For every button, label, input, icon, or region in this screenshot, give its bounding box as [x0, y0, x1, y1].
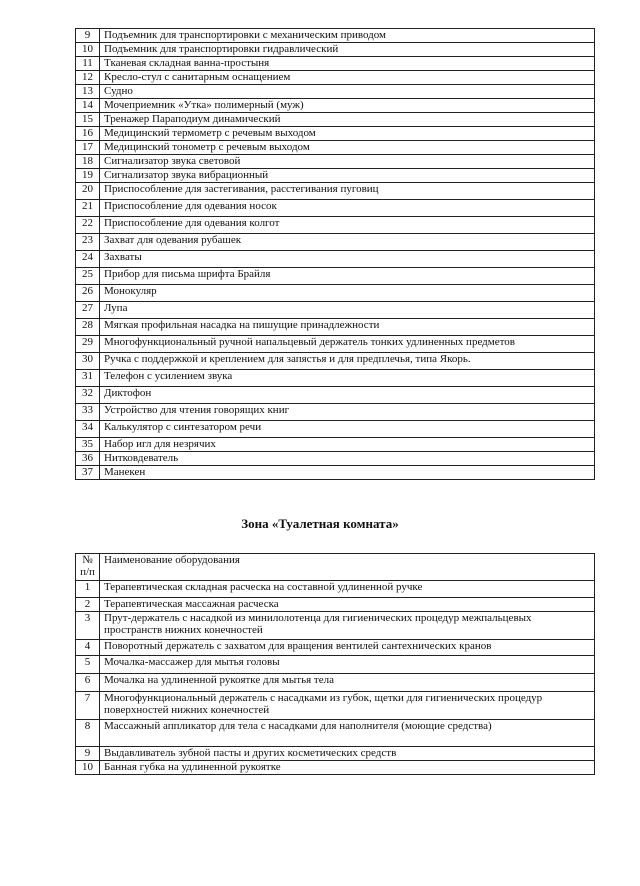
row-number: 19 [76, 169, 100, 183]
equipment-name: Устройство для чтения говорящих книг [100, 404, 595, 421]
table-row [76, 85, 595, 99]
equipment-name: Захват для одевания рубашек [100, 234, 595, 251]
row-number: 14 [76, 99, 100, 113]
table-row [76, 99, 595, 113]
row-number: 34 [76, 421, 100, 438]
table-row [76, 421, 595, 438]
row-number: 29 [76, 336, 100, 353]
equipment-name: Многофункциональный держатель с насадками из губок, щетки для гигиенических процедур поверхностей нижних конечностей [100, 692, 595, 720]
row-number: 5 [76, 656, 100, 674]
equipment-name: Прут-держатель с насадкой из минилолотенца для гигиенических процедур межпальцевых пространств нижних конечностей [100, 612, 595, 640]
table-row [76, 452, 595, 466]
table-row [76, 692, 595, 720]
equipment-name: Манекен [100, 466, 595, 480]
row-number: 10 [76, 761, 100, 775]
table-row [76, 43, 595, 57]
equipment-name: Терапевтическая складная расческа на составной удлиненной ручке [100, 581, 595, 598]
row-number: 2 [76, 598, 100, 612]
row-number: 25 [76, 268, 100, 285]
equipment-name: Многофункциональный ручной напальцевый держатель тонких удлиненных предметов [100, 336, 595, 353]
table-row [76, 674, 595, 692]
table-row [76, 285, 595, 302]
table-row [76, 336, 595, 353]
column-header-name: Наименование оборудования [100, 554, 595, 581]
equipment-name: Медицинский термометр с речевым выходом [100, 127, 595, 141]
table-row [76, 404, 595, 421]
equipment-name: Набор игл для незрячих [100, 438, 595, 452]
row-number: 31 [76, 370, 100, 387]
row-number: 17 [76, 141, 100, 155]
equipment-name: Нитковдеватель [100, 452, 595, 466]
row-number: 7 [76, 692, 100, 720]
table-row [76, 141, 595, 155]
equipment-name: Банная губка на удлиненной рукоятке [100, 761, 595, 775]
table-row [76, 200, 595, 217]
equipment-name: Приспособление для одевания носок [100, 200, 595, 217]
equipment-name: Тренажер Параподиум динамический [100, 113, 595, 127]
table-row [76, 71, 595, 85]
equipment-name: Приспособление для одевания колгот [100, 217, 595, 234]
table-row [76, 29, 595, 43]
table-row [76, 183, 595, 200]
row-number: 16 [76, 127, 100, 141]
equipment-name: Лупа [100, 302, 595, 319]
row-number: 36 [76, 452, 100, 466]
equipment-name: Судно [100, 85, 595, 99]
table-row [76, 581, 595, 598]
row-number: 26 [76, 285, 100, 302]
table-row [76, 127, 595, 141]
zone-title: Зона «Туалетная комната» [241, 516, 399, 531]
row-number: 9 [76, 29, 100, 43]
equipment-name: Мягкая профильная насадка на пишущие принадлежности [100, 319, 595, 336]
equipment-name: Сигнализатор звука световой [100, 155, 595, 169]
equipment-name: Кресло-стул с санитарным оснащением [100, 71, 595, 85]
column-header-number: № п/п [76, 554, 100, 581]
table-row [76, 217, 595, 234]
row-number: 37 [76, 466, 100, 480]
equipment-name: Прибор для письма шрифта Брайля [100, 268, 595, 285]
table-header-row [76, 554, 595, 581]
equipment-name: Ручка с поддержкой и креплением для запястья и для предплечья, типа Якорь. [100, 353, 595, 370]
table-row [76, 387, 595, 404]
equipment-name: Медицинский тонометр с речевым выходом [100, 141, 595, 155]
row-number: 18 [76, 155, 100, 169]
row-number: 9 [76, 747, 100, 761]
equipment-name: Монокуляр [100, 285, 595, 302]
equipment-table-continued [75, 28, 595, 480]
row-number: 22 [76, 217, 100, 234]
toilet-room-equipment-table [75, 553, 595, 775]
table-row [76, 747, 595, 761]
row-number: 11 [76, 57, 100, 71]
row-number: 30 [76, 353, 100, 370]
table-row [76, 656, 595, 674]
equipment-name: Подъемник для транспортировки гидравлический [100, 43, 595, 57]
row-number: 12 [76, 71, 100, 85]
table-row [76, 466, 595, 480]
row-number: 13 [76, 85, 100, 99]
table-row [76, 169, 595, 183]
row-number: 28 [76, 319, 100, 336]
table-row [76, 251, 595, 268]
table-row [76, 302, 595, 319]
equipment-name: Захваты [100, 251, 595, 268]
equipment-name: Поворотный держатель с захватом для вращения вентилей сантехнических кранов [100, 640, 595, 656]
row-number: 3 [76, 612, 100, 640]
equipment-name: Терапевтическая массажная расческа [100, 598, 595, 612]
row-number: 33 [76, 404, 100, 421]
equipment-name: Тканевая складная ванна-простыня [100, 57, 595, 71]
row-number: 21 [76, 200, 100, 217]
table-row [76, 612, 595, 640]
row-number: 8 [76, 720, 100, 747]
table-row [76, 268, 595, 285]
table-row [76, 761, 595, 775]
row-number: 6 [76, 674, 100, 692]
table-row [76, 113, 595, 127]
equipment-name: Мочалка на удлиненной рукоятке для мытья тела [100, 674, 595, 692]
row-number: 24 [76, 251, 100, 268]
row-number: 32 [76, 387, 100, 404]
table-row [76, 319, 595, 336]
table-row [76, 353, 595, 370]
equipment-name: Мочеприемник «Утка» полимерный (муж) [100, 99, 595, 113]
row-number: 20 [76, 183, 100, 200]
equipment-name: Выдавливатель зубной пасты и других косметических средств [100, 747, 595, 761]
table-row [76, 598, 595, 612]
equipment-name: Подъемник для транспортировки с механическим приводом [100, 29, 595, 43]
table-row [76, 720, 595, 747]
equipment-name: Приспособление для застегивания, расстегивания пуговиц [100, 183, 595, 200]
equipment-name: Диктофон [100, 387, 595, 404]
table-row [76, 155, 595, 169]
table-row [76, 438, 595, 452]
table-row [76, 640, 595, 656]
equipment-name: Массажный аппликатор для тела с насадками для наполнителя (моющие средства) [100, 720, 595, 747]
row-number: 4 [76, 640, 100, 656]
equipment-name: Калькулятор с синтезатором речи [100, 421, 595, 438]
row-number: 10 [76, 43, 100, 57]
row-number: 35 [76, 438, 100, 452]
equipment-name: Телефон с усилением звука [100, 370, 595, 387]
row-number: 1 [76, 581, 100, 598]
table-row [76, 234, 595, 251]
equipment-name: Мочалка-массажер для мытья головы [100, 656, 595, 674]
row-number: 23 [76, 234, 100, 251]
table-row [76, 57, 595, 71]
row-number: 15 [76, 113, 100, 127]
table-row [76, 370, 595, 387]
row-number: 27 [76, 302, 100, 319]
equipment-name: Сигнализатор звука вибрационный [100, 169, 595, 183]
